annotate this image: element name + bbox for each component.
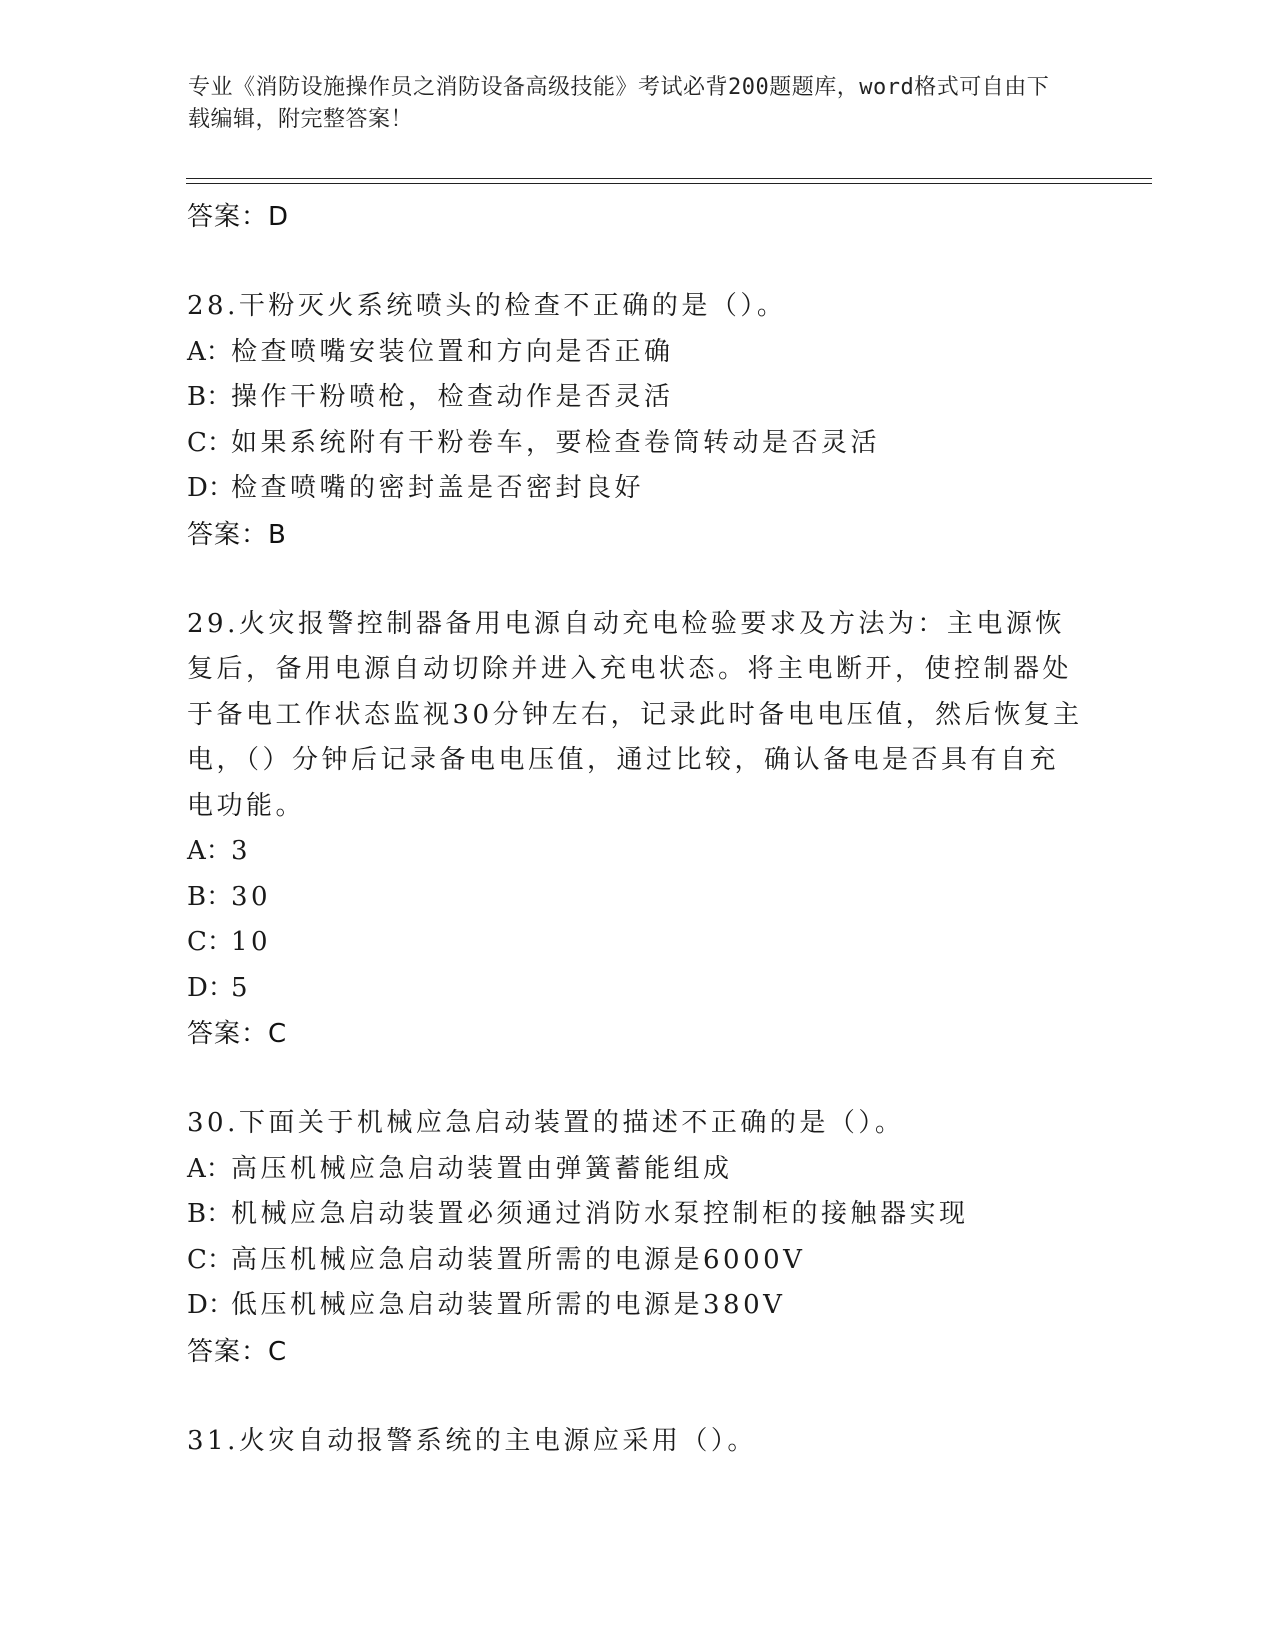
option-a <box>187 829 1087 875</box>
option-a <box>187 1147 1087 1193</box>
option-key: A： <box>187 1153 232 1184</box>
option-c <box>187 920 1087 966</box>
option-text: 检查喷嘴的密封盖是否密封良好 <box>231 473 645 503</box>
option-key: B： <box>187 1199 233 1229</box>
option-key: D： <box>187 473 234 503</box>
header-divider-bottom <box>186 183 1152 184</box>
option-key: A： <box>187 336 232 367</box>
question-stem: 29.火灾报警控制器备用电源自动充电检验要求及方法为：主电源恢复后，备用电源自动切除并进入充电状态。将主电断开，使控制器处于备电工作状态监视30分钟左右，记录此时备电电压值，然后恢复主电，（）分钟后记录备电电压值，通过比较，确认备电是否具有自充电功能。 <box>187 608 1083 821</box>
answer-line: 答案：C <box>187 1019 288 1049</box>
option-key: B： <box>187 382 233 412</box>
document-header-title: 专业《消防设施操作员之消防设备高级技能》考试必背200题题库，word格式可自由下载编辑，附完整答案！ <box>188 75 1050 132</box>
option-text: 低压机械应急启动装置所需的电源是380V <box>231 1290 786 1320</box>
answer-line: 答案：D <box>187 202 290 232</box>
option-text: 高压机械应急启动装置由弹簧蓄能组成 <box>231 1153 733 1184</box>
option-text: 30 <box>231 881 272 912</box>
option-c <box>187 421 1087 467</box>
option-key: A： <box>187 836 232 866</box>
option-text: 高压机械应急启动装置所需的电源是6000V <box>231 1244 806 1275</box>
question-item <box>187 1101 1087 1375</box>
option-text: 操作干粉喷枪，检查动作是否灵活 <box>231 382 674 412</box>
answer-line: 答案：C <box>187 1336 288 1367</box>
question-item <box>187 284 1087 558</box>
question-item <box>187 1419 1087 1465</box>
answer-line: 答案：B <box>187 519 287 550</box>
option-a <box>187 330 1087 376</box>
option-b <box>187 1192 1087 1238</box>
option-d <box>187 466 1087 512</box>
question-stem: 31.火灾自动报警系统的主电源应采用（）。 <box>187 1425 757 1456</box>
option-key: B： <box>187 881 233 912</box>
option-text: 机械应急启动装置必须通过消防水泵控制柜的接触器实现 <box>231 1199 969 1229</box>
option-key: C： <box>187 427 233 458</box>
option-text: 如果系统附有干粉卷车，要检查卷筒转动是否灵活 <box>231 427 881 458</box>
option-b <box>187 875 1087 921</box>
option-key: D： <box>187 972 234 1003</box>
option-key: C： <box>187 927 233 957</box>
question-item <box>187 602 1087 1058</box>
option-d <box>187 1283 1087 1329</box>
option-text: 10 <box>231 927 272 957</box>
option-key: D： <box>187 1290 234 1320</box>
option-b <box>187 375 1087 421</box>
header-divider-top <box>186 178 1152 179</box>
question-list <box>187 188 1087 1464</box>
question-stem: 28.干粉灭火系统喷头的检查不正确的是（）。 <box>187 291 787 321</box>
option-text: 5 <box>231 972 252 1003</box>
option-text: 3 <box>231 836 252 866</box>
option-key: C： <box>187 1244 233 1275</box>
option-text: 检查喷嘴安装位置和方向是否正确 <box>231 336 674 367</box>
question-stem: 30.下面关于机械应急启动装置的描述不正确的是（）。 <box>187 1108 905 1138</box>
option-c <box>187 1238 1087 1284</box>
option-d <box>187 966 1087 1012</box>
